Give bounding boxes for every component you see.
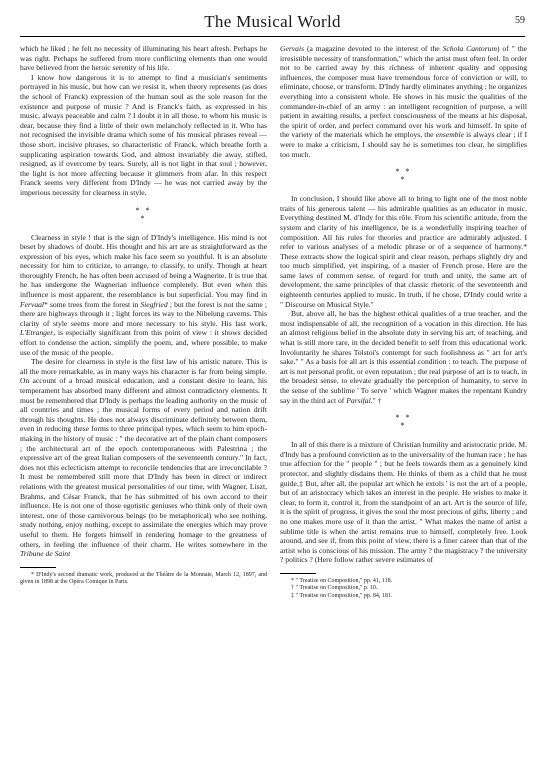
- paragraph: Gervais (a magazine devoted to the interest of the Schola Cantorum) of " the irresistible necessity of transformation," which the artist must often feel. In order not to be carried away by this richness of inherent quality and opposing influences, the composer must have tremendous force of conviction or will, to eliminate, choose, or transform. D'Indy hardly eliminates anything ; he organizes everything into a consistent whole. He shows in his music the qualities of the commander-in-chief of an army : an intelligent recognition of purpose, a will patient in awaiting results, a perfect consciousness of the means at his disposal, the spirit of order, and perfect command over his work and himself. In spite of the variety of the materials which he employs, the ensemble is always clear ; if I were to make a criticism, I should say he is sometimes too clear, he simplifies too much.: [280, 44, 527, 159]
- footnote-rule: [280, 573, 316, 574]
- section-separator: * * *: [135, 205, 152, 223]
- page-number: 59: [515, 15, 525, 26]
- paragraph: which he liked ; he felt no necessity of illuminating his heart afresh. Perhaps he was right. Perhaps he suffered from more conflicting elements than one would have believed from the heroic serenity of his life.: [20, 44, 267, 73]
- paragraph: The desire for clearness in style is the first law of his artistic nature. This is all the more remarkable, as in many ways his character is far from being simple. On account of a broad musical education, and a constant desire to learn, his temperament has absorbed many different and almost contradictory elements. It must be remembered that D'Indy is perhaps the leading authority on the music of all countries and times ; the musical forms of every period and nation drift through his thoughts. He does not always discriminate definitely between them, even in reducing these forms to three principal types, which seem to him epoch-making in the history of music : " the decorative art of the plain chant composers ; the architectural art of the epoch contemporaneous with Palestrina ; the expressive art of the great Italian composers of the seventeenth century." In fact, does not this eclecticism attempt to reconcile tendencies that are irreconcilable ? It must be remembered still more that D'Indy has been in direct or indirect relations with the greatest musical personalities of our time, with Wagner, Liszt, Brahms, and César Franck, that he has submitted of his own accord to their influence. He is not one of those egotistic geniuses who think only of their own interest, one of those carnivorous beings (to be metaphorical) who see nothing, study nothing, enjoy nothing, except to assimilate the energies which may prove useful to them. He forgets himself in rendering homage to the greatness of others, in feeling the influence of their charm. He writes somewhere in the Tribune de Saint: [20, 357, 267, 559]
- running-header: [20, 6, 525, 37]
- right-column: [280, 44, 527, 600]
- journal-title: The Musical World: [204, 12, 341, 31]
- paragraph: In all of this there is a mixture of Christian humility and aristocratic pride. M. d'Indy has a profound conviction as to the universality of the human race ; he has true affection for the " people " ; but he feels towards them as a genuinely kind protector, and slightly disdains them. He thinks of them as a child that he must guide.‡ But, after all, the popular art which he extols ' is not the art of a people, but of an aristocracy which takes an interest in the people. He wishes to make it clear, to form it, control it, from the standpoint of an art. Art is the source of life, it is the spirit of progress, it gives the soul the most precious of gifts, liberty ; and no one makes more use of it than the artist. " What makes the name of artist a sublime title is when the artist remains true to himself, completely free. Look around, and see if, from this point of view, there is a finer career than that of the artist who is conscious of his mission. The army ? the magistracy ? the university ? politics ? (Here follow rather severe estimates of: [280, 440, 527, 565]
- footnote: ‡ " Treatise on Composition," pp. 84, 181.: [291, 592, 393, 599]
- footnote-rule: [20, 567, 56, 568]
- paragraph: But, above all, he has the highest ethical qualities of a true teacher, and the most indispensable of all, the recognition of a vocation in this direction. He has an almost religious belief in the absolute duty in serving his art, of teaching, and what is still more rare, in the decided benefit to self from this educational work. Involuntarily he shares Tolstoi's contempt for such foolishness as " art for art's sake." " As a basis for all art is this essential condition : to teach. The purpose of art is not personal profit, or even reputation ; the real purpose of art is to teach, in the broadest sense, to elevate gradually the perception of humanity, to serve in the sense of the sublime ' To serve ' which Wagner makes the repentant Kundry say in the third act of Parsifal." †: [280, 309, 527, 405]
- section-separator: * * *: [395, 167, 412, 185]
- left-column: [20, 44, 267, 587]
- paragraph: I know how dangerous it is to attempt to find a musician's sentiments portrayed in his music, but how can we resist it, when theory represents (as does the school of Franck) expression of the human soul as the sole reason for the existence and purpose of music ? And is Franck's faith, as expressed in his music, always peaceable and calm ? I doubt it in all those, to whom his music is dear, because they find a little of their own melancholy reflected in it. Who has not recognised the invisible drama which some of his musical phrases reveal — those short, incisive phrases, so characteristic of Franck, which breathe forth a supplicating aspiration towards God, and almost invariably die away, stifled, resigned, as if overcome by tears. Surely, all is not light in that soul ; however, the light is not more affecting because it glimmers from afar. In this respect Franck seems very different from D'Indy — he was not carried away by the imperious necessity for clearness in style.: [20, 72, 267, 197]
- section-separator: * * *: [395, 413, 412, 431]
- footnote: * " Treatise on Composition," pp. 41, 118.: [291, 577, 393, 584]
- footnote: † " Treatise on Composition," p. 10.: [291, 585, 378, 592]
- paragraph: In conclusion, I should like above all to bring to light one of the most noble traits of his generous talent — his admirable qualities as an educator in music. Everything destined M. d'Indy for this rôle. From his scientific attitude, from the system and clarity of his intelligence, he is a wonderfully inspiring teacher of composition. All his rules for theories and practice are admirably adjusted. I refer to various analyses of a melodic phrase or of a sequence of harmony.* These extracts show the logical spirit and clear reason, perhaps slightly dry and too much simplified, yet inspiring, of a master of French prose. Here are the same laws of common sense, of regard for truth and unity, the same art of development, the same principles of that classic rhetoric of the seventeenth and eighteenth centuries applied to music. In truth, if he chose, D'Indy could write a " Discourse on Musical Style.": [280, 194, 527, 309]
- paragraph: Clearness in style ! that is the sign of D'Indy's intelligence. His mind is not beset by shadows of doubt. His thought and his art are as straightforward as the expression of his eyes, which make his face seem so youthful. It is an absolute necessity for him to criticize, to arrange, to classify, to unify. Though at heart thoroughly French, he has often been accused of being a Wagnerite. It is true that he has undergone the Wagnerian influence completely. But even when this influence is most apparent, the resemblance is but superficial. You may find in Fervaal* some trees from the forest in Siegfried ; but the forest is not the same ; there are highways through it ; light forces its way to the Nibelung caverns. This clarity of style seems more and more necessary to his style. His last work, L'Etranger, is especially significant from this point of view : it shows decided effort to condense the action, simplify the poem, and, where possible, to make use of the music of the people.: [20, 232, 267, 357]
- footnote: * D'Indy's second dramatic work, produced at the Théâtre de la Monnaie, March 12, 1897, and given in 1898 at the Opéra Comique in Paris.: [20, 571, 267, 586]
